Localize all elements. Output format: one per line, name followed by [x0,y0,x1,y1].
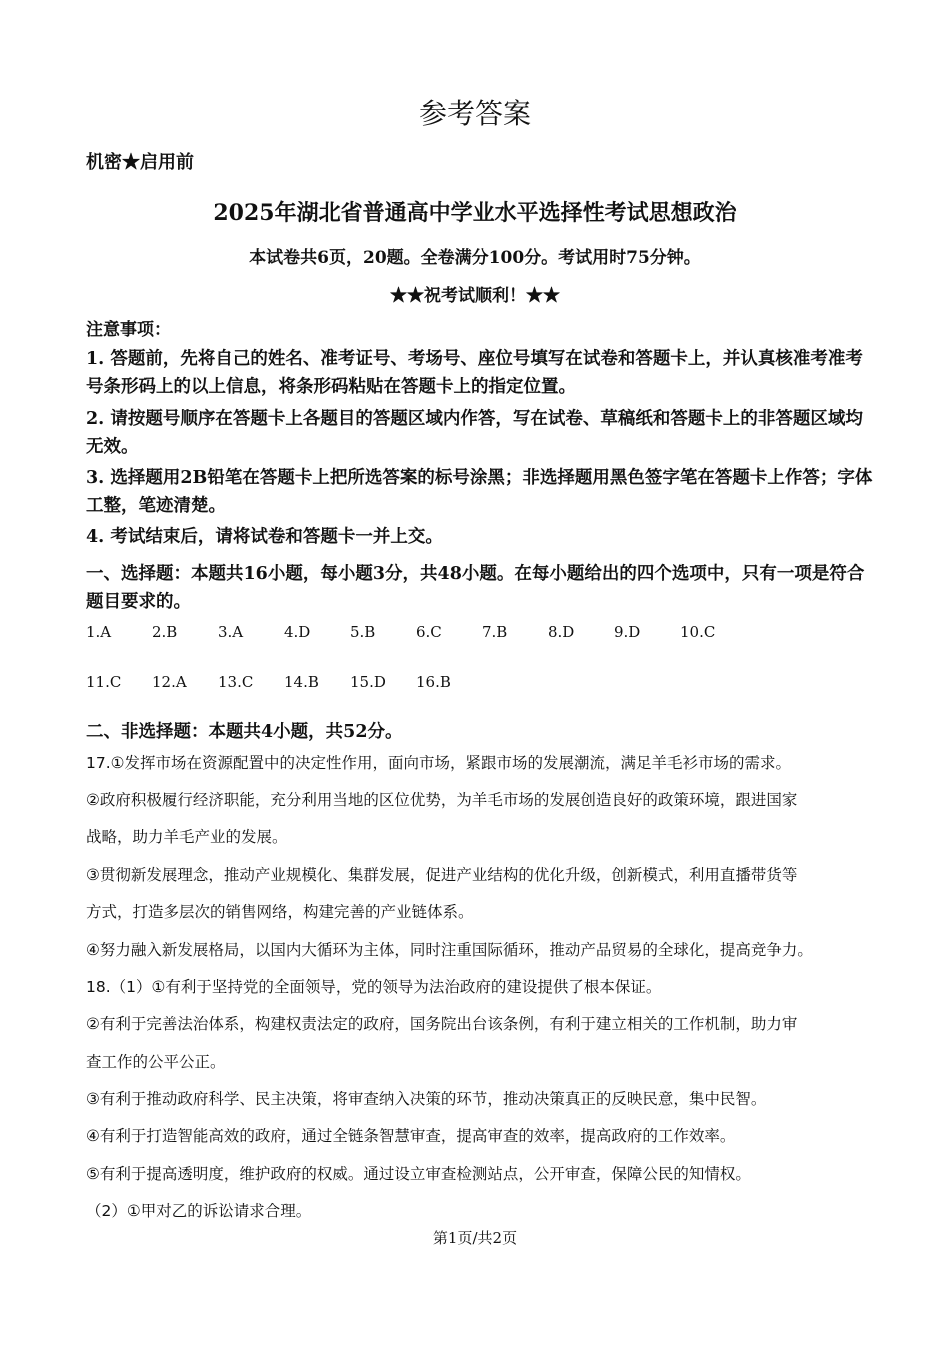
answer-item: 16.B [416,673,451,691]
exam-title: 2025年湖北省普通高中学业水平选择性考试思想政治 [213,200,737,226]
answer-item: 8.D [548,623,575,641]
answer-item: 13.C [218,673,254,691]
answer-item: 14.B [284,673,319,691]
answer-item: 3.A [218,623,244,641]
page-title: 参考答案 [418,97,531,130]
page-footer: 第1页/共2页 [432,1229,518,1247]
answer-line: ③有利于推动政府科学、民主决策，将审查纳入决策的环节，推动决策真正的反映民意，集中民智。 [86,1090,767,1108]
notes-title: 注意事项： [86,320,171,340]
answer-item: 10.C [680,623,716,641]
note-item-2: 2. 请按题号顺序在答题卡上各题目的答题区域内作答，写在试卷、草稿纸和答题卡上的非答题区域均无效。 [86,409,863,457]
section1-heading: 一、选择题：本题共16小题，每小题3分，共48小题。在每小题给出的四个选项中，只有一项是符合题目要求的。 [86,564,865,612]
answer-line: （2）①甲对乙的诉讼请求合理。 [86,1202,312,1220]
answer-item: 7.B [482,623,508,641]
answers-row-2 [86,673,482,691]
answer-line: 18.（1）①有利于坚持党的全面领导，党的领导为法治政府的建设提供了根本保证。 [86,978,662,996]
answer-item: 1.A [86,623,112,641]
exam-info: 本试卷共6页，20题。全卷满分100分。考试用时75分钟。 [249,248,701,268]
answers-row-1 [86,623,746,641]
confidential-label: 机密★启用前 [86,152,194,173]
answer-line: 战略，助力羊毛产业的发展。 [86,828,288,846]
note-item-3: 3. 选择题用2B铅笔在答题卡上把所选答案的标号涂黑；非选择题用黑色签字笔在答题卡上作答；字体工整，笔迹清楚。 [86,468,873,516]
section2-heading: 二、非选择题：本题共4小题，共52分。 [86,722,403,742]
answer-line: ④有利于打造智能高效的政府，通过全链条智慧审查，提高审查的效率，提高政府的工作效率。 [86,1127,736,1145]
answer-line: ②政府积极履行经济职能，充分利用当地的区位优势，为羊毛市场的发展创造良好的政策环境，跟进国家 [86,791,798,809]
answer-line: ⑤有利于提高透明度，维护政府的权威。通过设立审查检测站点，公开审查，保障公民的知情权。 [86,1165,751,1183]
answer-item: 15.D [350,673,386,691]
answer-line: 方式，打造多层次的销售网络，构建完善的产业链体系。 [86,903,474,921]
answer-line: 查工作的公平公正。 [86,1053,226,1071]
answer-line: 17.①发挥市场在资源配置中的决定性作用，面向市场，紧跟市场的发展潮流，满足羊毛衫市场的需求。 [86,754,792,772]
answer-item: 9.D [614,623,641,641]
exam-wish: ★★祝考试顺利！★★ [390,286,560,306]
note-item-1: 1. 答题前，先将自己的姓名、准考证号、考场号、座位号填写在试卷和答题卡上，并认真核准考准考号条形码上的以上信息，将条形码粘贴在答题卡上的指定位置。 [86,349,863,397]
answer-line: ②有利于完善法治体系，构建权责法定的政府，国务院出台该条例，有利于建立相关的工作机制，助力审 [86,1015,798,1033]
answer-item: 12.A [152,673,187,691]
answer-line: ③贯彻新发展理念，推动产业规模化、集群发展，促进产业结构的优化升级，创新模式，利用直播带货等 [86,866,798,884]
answer-item: 5.B [350,623,376,641]
answer-item: 4.D [284,623,311,641]
answer-line: ④努力融入新发展格局，以国内大循环为主体，同时注重国际循环，推动产品贸易的全球化，提高竞争力。 [86,941,813,959]
answer-item: 6.C [416,623,442,641]
answer-item: 2.B [152,623,178,641]
note-item-4: 4. 考试结束后，请将试卷和答题卡一并上交。 [86,527,443,547]
answer-item: 11.C [86,673,122,691]
